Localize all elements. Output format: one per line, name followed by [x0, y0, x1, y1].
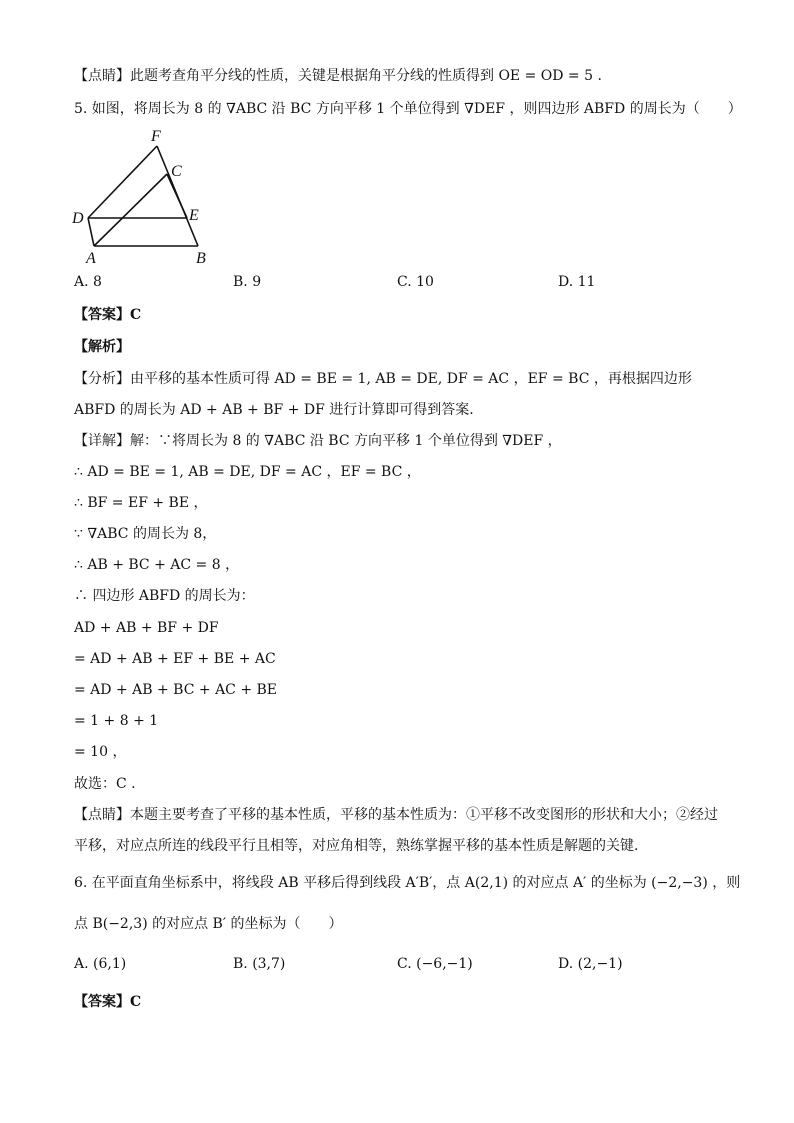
q5-option-a: A. 8 [74, 274, 102, 290]
analysis-line-1: 【分析】由平移的基本性质可得 AD = BE = 1, AB = DE, DF = AC ，EF = BC ，再根据四边形 [74, 371, 692, 387]
question-5: 5. 如图，将周长为 8 的 ∇ABC 沿 BC 方向平移 1 个单位得到 ∇DEF ，则四边形 ABFD 的周长为（ ） [74, 101, 742, 117]
label-f: F [151, 128, 161, 145]
q5-option-d: D. 11 [558, 274, 596, 290]
segment-ce [167, 174, 187, 218]
label-d: D [72, 210, 84, 227]
detail-line-6: ∴ 四边形 ABFD 的周长为： [74, 588, 255, 604]
question-6-line-1: 6. 在平面直角坐标系中，将线段 AB 平移后得到线段 A′B′，点 A(2,1) 的对应点 A′ 的坐标为 (−2,−3) ，则 [74, 875, 741, 891]
segment-ac [94, 174, 167, 246]
line-dianjing-prev: 【点睛】此题考查角平分线的性质，关键是根据角平分线的性质得到 OE = OD = 5 . [74, 68, 602, 84]
detail-line-3: ∴ BF = EF + BE ， [74, 495, 208, 511]
q5-options [74, 274, 734, 294]
detail-line-11: = 10 ， [74, 744, 127, 760]
detail-line-7: AD + AB + BF + DF [74, 620, 219, 636]
detail-line-1: 【详解】解：∵将周长为 8 的 ∇ABC 沿 BC 方向平移 1 个单位得到 ∇DEF ， [74, 433, 562, 449]
q5-option-b: B. 9 [233, 274, 262, 290]
answer-6: 【答案】C [74, 994, 142, 1010]
label-e: E [189, 207, 199, 224]
q6-option-d: D. (2,−1) [558, 956, 623, 972]
segment-da [88, 218, 94, 246]
detail-line-9: = AD + AB + BC + AC + BE [74, 682, 278, 698]
q6-option-a: A. (6,1) [74, 956, 127, 972]
label-b: B [196, 250, 206, 266]
dianjing-line-2: 平移，对应点所连的线段平行且相等，对应角相等，熟练掌握平移的基本性质是解题的关键. [74, 838, 639, 854]
detail-line-10: = 1 + 8 + 1 [74, 713, 159, 729]
segment-df [88, 146, 157, 218]
label-a: A [86, 250, 96, 266]
detail-line-5: ∴ AB + BC + AC = 8 ， [74, 557, 240, 573]
q6-option-b: B. (3,7) [233, 956, 286, 972]
jiexi-heading: 【解析】 [74, 339, 130, 355]
detail-line-12: 故选：C . [74, 776, 136, 792]
q5-option-c: C. 10 [397, 274, 434, 290]
label-c: C [171, 163, 182, 180]
question-6-line-2: 点 B(−2,3) 的对应点 B′ 的坐标为（ ） [74, 916, 343, 932]
answer-5: 【答案】C [74, 307, 142, 323]
q6-options [74, 956, 734, 976]
detail-line-8: = AD + AB + EF + BE + AC [74, 651, 276, 667]
analysis-line-2: ABFD 的周长为 AD + AB + BF + DF 进行计算即可得到答案. [74, 402, 474, 418]
dianjing-line-1: 【点睛】本题主要考查了平移的基本性质，平移的基本性质为：①平移不改变图形的形状和大小；②经过 [74, 807, 718, 823]
detail-line-2: ∴ AD = BE = 1, AB = DE, DF = AC ，EF = BC ， [74, 464, 421, 480]
detail-line-4: ∵ ∇ABC 的周长为 8， [74, 526, 217, 542]
q6-option-c: C. (−6,−1) [397, 956, 473, 972]
triangle-figure [68, 126, 218, 266]
